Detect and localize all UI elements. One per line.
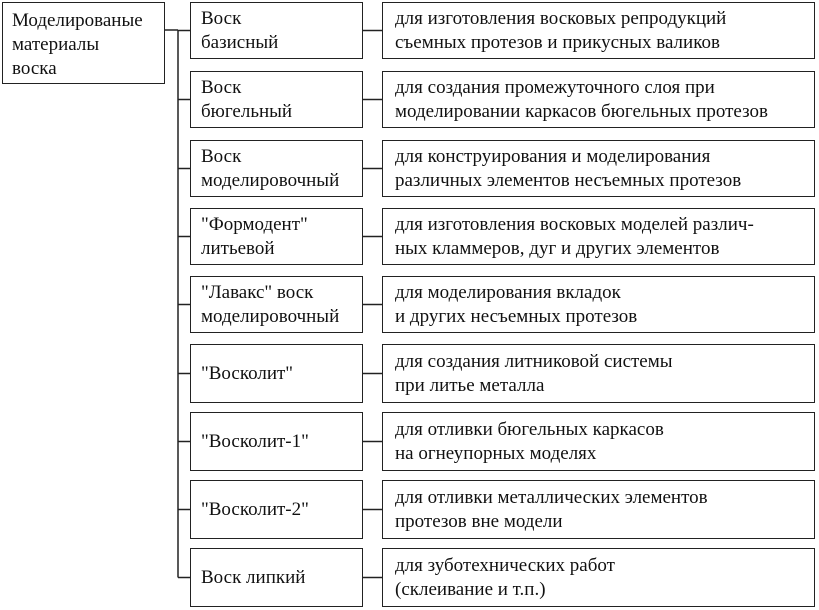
material-label: Воск бюгельный (201, 76, 293, 122)
description-label: для отливки металлических элементов протезов вне модели (395, 486, 708, 532)
material-label: "Восколит-2" (201, 498, 309, 520)
material-box-7 (190, 412, 363, 471)
material-box-4 (190, 208, 363, 265)
description-label: для зуботехнических работ (склеивание и т.п.) (395, 554, 615, 600)
description-box-1 (382, 2, 815, 59)
material-label: Воск липкий (201, 566, 306, 588)
description-label: для отливки бюгельных каркасов на огнеупорных моделях (395, 418, 664, 464)
description-label: для конструирования и моделирования различных элементов несъемных протезов (395, 145, 742, 191)
material-label: "Восколит" (201, 362, 294, 384)
material-label: "Формодент" литьевой (201, 213, 308, 259)
material-label: Воск моделировочный (201, 145, 340, 191)
description-box-9 (382, 548, 815, 607)
material-box-2 (190, 71, 363, 128)
description-box-4 (382, 208, 815, 265)
description-label: для создания промежуточного слоя при моделировании каркасов бюгельных протезов (395, 76, 768, 122)
description-label: для изготовления восковых моделей различ- ных кламмеров, дуг и других элементов (395, 213, 754, 259)
description-box-8 (382, 480, 815, 539)
description-label: для изготовления восковых репродукций съемных протезов и прикусных валиков (395, 7, 727, 53)
description-box-5 (382, 276, 815, 333)
description-box-3 (382, 140, 815, 197)
description-label: для моделирования вкладок и других несъемных протезов (395, 281, 638, 327)
material-box-1 (190, 2, 363, 59)
description-box-2 (382, 71, 815, 128)
material-box-3 (190, 140, 363, 197)
description-box-6 (382, 344, 815, 403)
material-label: "Восколит-1" (201, 430, 309, 452)
material-box-5 (190, 276, 363, 333)
material-label: Воск базисный (201, 7, 279, 53)
root-node-wax-materials (2, 2, 165, 84)
description-box-7 (382, 412, 815, 471)
material-box-8 (190, 480, 363, 539)
material-box-9 (190, 548, 363, 607)
material-label: "Лавакс" воск моделировочный (201, 281, 340, 327)
root-node-label: Моделированые материалы воска (12, 10, 143, 79)
description-label: для создания литниковой системы при литье металла (395, 350, 673, 396)
material-box-6 (190, 344, 363, 403)
